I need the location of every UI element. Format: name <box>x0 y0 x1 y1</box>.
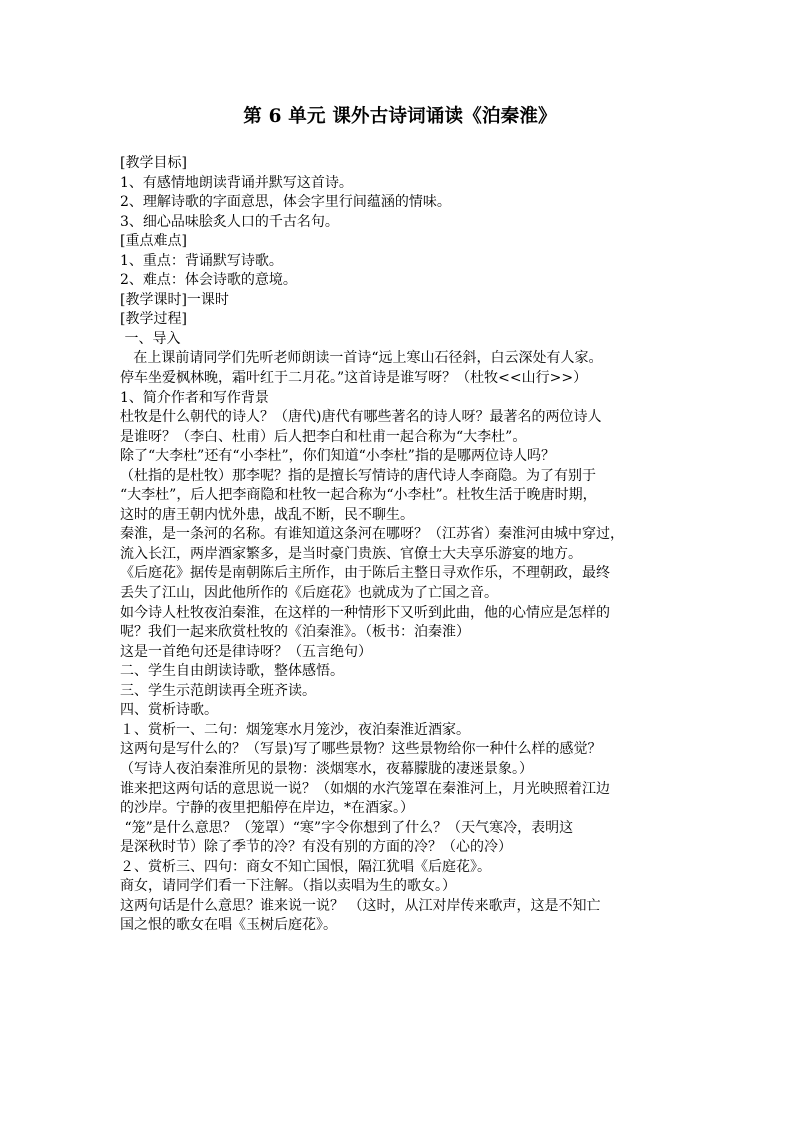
key-point-item: 1、重点：背诵默写诗歌。 <box>120 252 283 269</box>
section-heading-objectives: [教学目标] <box>120 155 187 171</box>
document-title: 第 6 单元 课外古诗词诵读《泊秦淮》 <box>243 106 557 127</box>
step-heading-model-reading: 三、学生示范朗读再全班齐读。 <box>120 682 316 699</box>
document-body <box>120 154 680 936</box>
key-point-item: 2、难点：体会诗歌的意境。 <box>120 272 297 289</box>
text-line: 秦淮，是一条河的名称。有谁知道这条河在哪呀？（江苏省）秦淮河由城中穿过， <box>120 526 624 543</box>
section-heading-class-hours: [教学课时]一课时 <box>120 291 229 308</box>
text-line: 在上课前请同学们先听老师朗读一首诗“远上寒山石径斜，白云深处有人家。 <box>120 350 603 367</box>
text-line: 丢失了江山，因此他所作的《后庭花》也就成为了亡国之音。 <box>120 585 498 602</box>
text-line: 这两句话是什么意思？谁来说一说？ （这时，从江对岸传来歌声，这是不知亡 <box>120 897 601 914</box>
document-page <box>120 104 680 936</box>
text-line: 除了“大李杜”还有“小李杜”，你们知道“小李杜”指的是哪两位诗人吗？ <box>120 448 555 465</box>
text-line: 如今诗人杜牧夜泊秦淮，在这样的一种情形下又听到此曲，他的心情应是怎样的 <box>120 604 610 621</box>
text-line: 谁来把这两句话的意思说一说？（如烟的水汽笼罩在秦淮河上，月光映照着江边 <box>120 780 610 797</box>
step-heading-appreciation: 四、赏析诗歌。 <box>120 702 218 719</box>
subheading-lines-one-two: １、赏析一、二句：烟笼寒水月笼沙，夜泊秦淮近酒家。 <box>120 721 470 738</box>
subheading-lines-three-four: ２、赏析三、四句：商女不知亡国恨，隔江犹唱《后庭花》。 <box>120 858 491 875</box>
text-line: 这时的唐王朝内忧外患，战乱不断，民不聊生。 <box>120 506 414 523</box>
text-line: “笼”是什么意思？（笼罩）“寒”字令你想到了什么？（天气寒冷，表明这 <box>120 819 574 836</box>
objective-item: 3、细心品味脍炙人口的千古名句。 <box>120 213 339 230</box>
step-heading-free-reading: 二、学生自由朗读诗歌，整体感悟。 <box>120 663 344 680</box>
text-line: 是深秋时节）除了季节的冷？有没有别的方面的冷？（心的冷） <box>120 839 512 856</box>
text-line: 流入长江，两岸酒家繁多，是当时豪门贵族、官僚士大夫享乐游宴的地方。 <box>120 545 582 562</box>
section-heading-key-points: [重点难点] <box>120 233 187 250</box>
text-line: 商女，请同学们看一下注解。（指以卖唱为生的歌女。） <box>120 878 456 895</box>
text-line: （写诗人夜泊秦淮所见的景物：淡烟寒水，夜幕朦胧的凄迷景象。） <box>120 760 533 777</box>
subheading-author-background: 1、简介作者和写作背景 <box>120 389 269 406</box>
text-line: 这是一首绝句还是律诗呀？（五言绝句） <box>120 643 372 660</box>
text-line: 是谁呀？（李白、杜甫）后人把李白和杜甫一起合称为“大李杜”。 <box>120 428 527 445</box>
section-heading-process: [教学过程] <box>120 311 187 328</box>
objective-item: 1、有感情地朗读背诵并默写这首诗。 <box>120 174 353 191</box>
text-line: （杜指的是杜牧）那李呢？指的是擅长写情诗的唐代诗人李商隐。为了有别于 <box>120 467 596 484</box>
text-line: 《后庭花》据传是南朝陈后主所作，由于陈后主整日寻欢作乐，不理朝政，最终 <box>120 565 610 582</box>
objective-item: 2、理解诗歌的字面意思，体会字里行间蕴涵的情味。 <box>120 194 451 211</box>
text-line: 停车坐爱枫林晚，霜叶红于二月花。”这首诗是谁写呀？（杜牧<<山行>>） <box>120 370 588 387</box>
text-line: 呢？我们一起来欣赏杜牧的《泊秦淮》。（板书：泊秦淮） <box>120 624 470 641</box>
step-heading-introduction: 一、导入 <box>120 330 181 347</box>
text-line: 的沙岸。宁静的夜里把船停在岸边，*在酒家。） <box>120 800 414 817</box>
text-line: 杜牧是什么朝代的诗人？（唐代)唐代有哪些著名的诗人呀？最著名的两位诗人 <box>120 409 602 426</box>
text-line: “大李杜”，后人把李商隐和杜牧一起合称为“小李杜”。杜牧生活于晚唐时期， <box>120 487 597 504</box>
text-line: 这两句是写什么的？（写景)写了哪些景物？这些景物给你一种什么样的感觉？ <box>120 741 602 758</box>
text-line: 国之恨的歌女在唱《玉树后庭花》。 <box>120 917 337 934</box>
